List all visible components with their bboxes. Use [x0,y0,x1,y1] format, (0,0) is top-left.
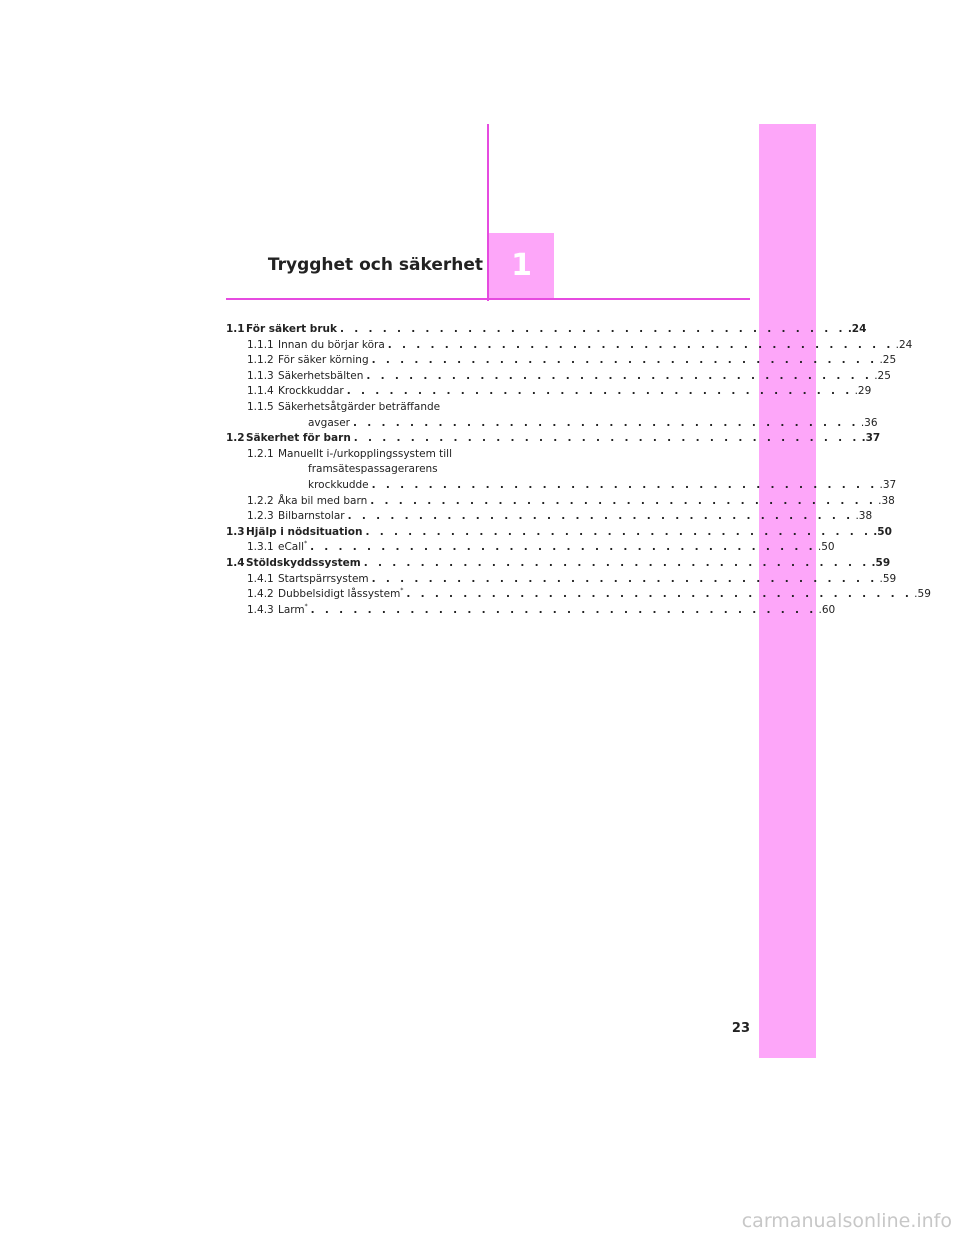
toc-title: Larm [278,603,305,616]
toc-leader-dots: . . . . . . . . . . . . . . . . . . . . . . . . . . . . . . . . . . . . [310,603,817,616]
toc-number: 1.1 [226,323,245,335]
chapter-number: 1 [511,247,532,283]
toc-number: 1.1.1 [247,338,274,351]
toc-number: 1.2.1 [247,447,274,460]
toc-leader-dots: . . . . . . . . . . . . . . . . . . . . . . . . . . . . . . . . . . . . [366,369,873,382]
toc-page: .59 [879,572,897,585]
toc-subsection-1-1-5-continued[interactable] [226,416,878,432]
toc-title: Säkerhetsåtgärder beträffande [278,400,441,413]
toc-title: För säkert bruk [246,323,337,335]
toc-section-1-4[interactable] [226,556,891,572]
toc-page: .60 [818,603,836,616]
toc-section-1-2[interactable] [226,431,881,447]
toc-section-1-3[interactable] [226,525,892,541]
toc-title: Manuellt i-/urkopplingssystem till [278,447,453,460]
toc-title: Bilbarnstolar [278,510,345,523]
toc-subsection-1-2-2[interactable] [226,494,895,510]
toc-subsection-1-4-3[interactable] [226,602,836,619]
toc-number: 1.4.2 [247,588,274,601]
toc-leader-dots: . . . . . . . . . . . . . . . . . . . . . . . . . . . . . . . . . . . . [371,354,878,367]
toc-leader-dots: . . . . . . . . . . . . . . . . . . . . . . . . . . . . . . . . . . . . [363,556,870,569]
toc-title-continued: krockkudde [308,478,369,491]
toc-page: .24 [847,323,867,335]
toc-page: .36 [860,416,878,429]
toc-title: Åka bil med barn [278,494,368,507]
toc-number: 1.2.3 [247,510,274,523]
toc-leader-dots: . . . . . . . . . . . . . . . . . . . . . . . . . . . . . . . . . . . . [353,432,860,445]
toc-leader-dots: . . . . . . . . . . . . . . . . . . . . . . . . . . . . . . . . . . . . [371,478,878,491]
toc-subsection-1-4-1[interactable] [226,572,897,588]
table-of-contents [226,322,931,618]
toc-number: 1.4.3 [247,603,274,616]
toc-subsection-1-1-4[interactable] [226,384,872,400]
toc-subsection-1-2-1[interactable] [226,447,468,463]
toc-subsection-1-2-3[interactable] [226,509,873,525]
toc-leader-dots: . . . . . . . . . . . . . . . . . . . . . . . . . . . . . . . . . . . . [371,572,878,585]
toc-leader-dots: . . . . . . . . . . . . . . . . . . . . . . . . . . . . . . . . . . . . [370,494,877,507]
toc-page: .37 [861,432,881,445]
asterisk-marker: * [304,540,308,548]
toc-number: 1.4 [226,556,245,569]
toc-number: 1.2.2 [247,494,274,507]
toc-section-1-1[interactable] [226,322,867,338]
toc-number: 1.3 [226,525,245,538]
toc-title: För säker körning [278,354,369,367]
toc-number: 1.1.4 [247,385,274,398]
toc-page: .37 [879,478,897,491]
toc-page: .50 [873,525,892,538]
page-number: 23 [731,1021,750,1036]
toc-leader-dots: . . . . . . . . . . . . . . . . . . . . . . . . . . . . . . . . . . . . [347,510,854,523]
toc-subsection-1-1-5[interactable] [226,400,468,416]
toc-subsection-1-4-2[interactable] [226,587,931,603]
toc-leader-dots: . . . . . . . . . . . . . . . . . . . . . . . . . . . . . . . . . . . . [353,416,859,429]
toc-number: 1.3.1 [247,541,274,554]
toc-number: 1.1.3 [247,369,274,382]
toc-subsection-1-2-1-continued[interactable] [226,462,468,478]
toc-title: Hjälp i nödsituation [246,525,363,538]
toc-title: Startspärrsystem [278,572,369,585]
header-horizontal-rule [226,298,750,300]
toc-leader-dots: . . . . . . . . . . . . . . . . . . . . . . . . . . . . . . . . . . . . [387,338,894,351]
toc-title: Stöldskyddssystem [246,556,361,569]
chapter-title: Trygghet och säkerhet [267,255,483,275]
asterisk-marker: * [304,602,308,610]
toc-leader-dots: . . . . . . . . . . . . . . . . . . . . . . . . . . . . . . . . . . . . [310,541,816,554]
toc-subsection-1-1-2[interactable] [226,353,897,369]
asterisk-marker: * [400,587,404,595]
toc-number: 1.1.5 [247,400,274,413]
toc-leader-dots: . . . . . . . . . . . . . . . . . . . . . . . . . . . . . . . . . . . . [346,385,853,398]
toc-subsection-1-1-3[interactable] [226,369,891,385]
toc-number: 1.1.2 [247,354,274,367]
toc-title: Innan du börjar köra [278,338,385,351]
toc-page: .25 [879,354,897,367]
watermark: carmanualsonline.info [741,1210,952,1232]
toc-leader-dots: . . . . . . . . . . . . . . . . . . . . . . . . . . . . . . . . . . . . [406,588,913,601]
toc-page: .29 [854,385,872,398]
toc-title: Krockkuddar [278,385,344,398]
toc-number: 1.2 [226,432,245,445]
toc-subsection-1-1-1[interactable] [226,338,913,354]
toc-title-continued: framsätespassagerarens [308,463,438,476]
toc-subsection-1-3-1[interactable] [226,540,835,556]
toc-title-continued: avgaser [308,416,350,429]
toc-page: .25 [874,369,891,382]
toc-title: eCall [278,541,305,554]
chapter-number-box [489,233,554,298]
toc-number: 1.4.1 [247,572,274,585]
toc-title: Säkerhetsbälten [278,369,364,382]
toc-page: .59 [914,588,931,601]
toc-page: .59 [871,556,891,569]
toc-leader-dots: . . . . . . . . . . . . . . . . . . . . . . . . . . . . . . . . . . . . [365,525,872,538]
toc-title: Dubbelsidigt låssystem [278,588,401,601]
toc-title: Säkerhet för barn [246,432,351,445]
toc-leader-dots: . . . . . . . . . . . . . . . . . . . . . . . . . . . . . . . . . . . . [339,323,846,335]
toc-page: .50 [817,541,835,554]
toc-page: .38 [878,494,895,507]
toc-page: .24 [895,338,913,351]
toc-subsection-1-2-1-continued-2[interactable] [226,478,897,494]
toc-page: .38 [855,510,873,523]
